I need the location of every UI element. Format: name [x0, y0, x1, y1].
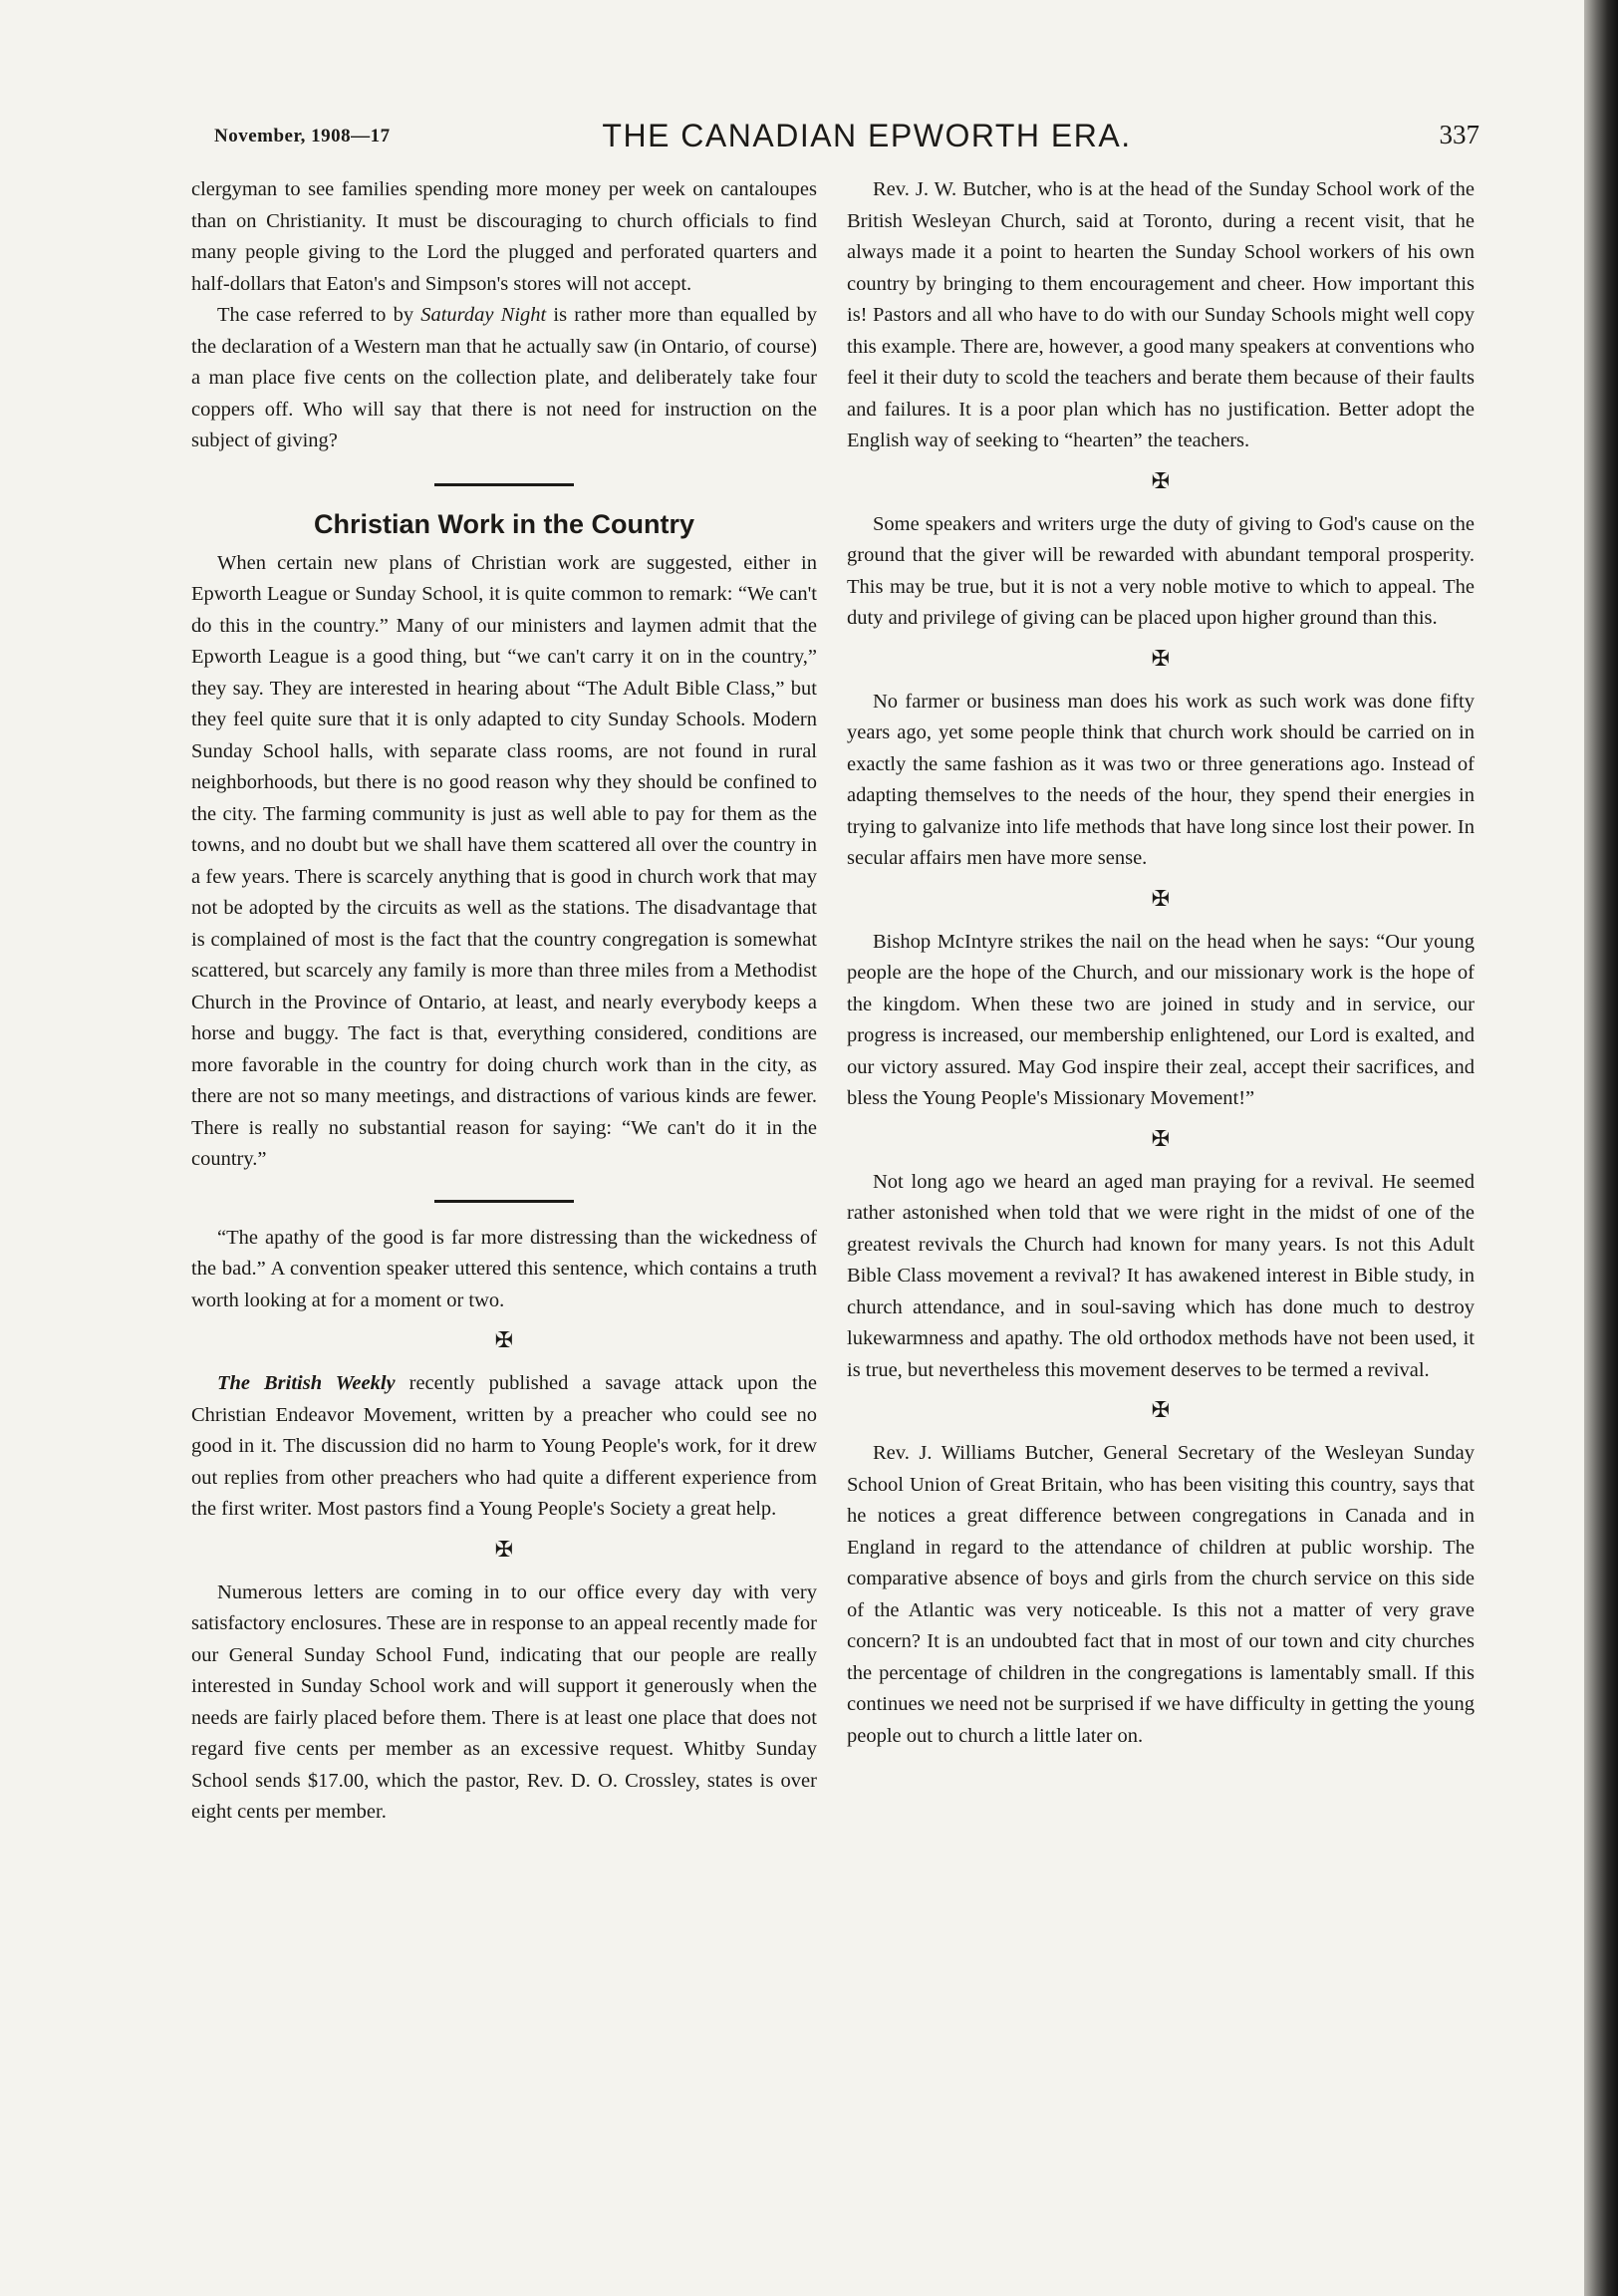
maltese-cross-icon: ✠ [1151, 1126, 1171, 1152]
left-paragraph-2-pre: The case referred to by [217, 304, 421, 326]
book-spine-shadow [1584, 0, 1618, 2296]
right-paragraph-3: No farmer or business man does his work as such work was done fifty years ago, yet some people think that church work should be carried on in exactly the same fashion as it was two or three generations ago. Instead of adapting themselves to the needs of the hour, they spend their energies in trying to galvanize into life methods that have long since lost their power. In secular affairs men have more sense. [847, 690, 1475, 869]
left-paragraph-2-post: is rather more than equalled by the declaration of a Western man that he actually saw (in Ontario, of course) a man place five cents on the collection plate, and deliberately take four coppers off. Who will say that there is not need for instruction on the subject of giving? [191, 304, 817, 451]
magazine-title: THE CANADIAN EPWORTH ERA. [602, 118, 1132, 153]
section-heading: Christian Work in the Country [313, 508, 695, 539]
right-paragraph-5: Not long ago we heard an aged man praying for a revival. He seemed rather astonished when told that we were right in the midst of one of the greatest revivals the Church had known for many years. Is not this Adult Bible Class movement a revival? It has awakened interest in Bible study, in church attendance, and in soul-saving which has done much to destroy lukewarmness and apathy. The old orthodox methods have not been used, it is true, but nevertheless this movement deserves to be termed a revival. [847, 1170, 1475, 1381]
right-column [847, 174, 1475, 1752]
right-paragraph-4: Bishop McIntyre strikes the nail on the head when he says: “Our young people are the hope of the Church, and our missionary work is the hope of the kingdom. When these two are joined in study and in service, our progress is increased, our membership enlightened, our Lord is exalted, and our victory assured. May God inspire their zeal, accept their sacrifices, and bless the Young People's Missionary Movement!” [847, 930, 1475, 1109]
maltese-cross-icon: ✠ [1151, 1398, 1171, 1423]
left-paragraph-5-post: recently published a savage attack upon the Christian Endeavor Movement, written by a preacher who could see no good in it. The discussion did no harm to Young People's work, for it drew out replies from other preachers who had quite a different experience from the first writer. Most pastors find a Young People's Society a great help. [191, 1372, 818, 1520]
section-divider [434, 483, 574, 486]
left-paragraph-2 [191, 300, 817, 457]
section-divider [434, 1200, 574, 1203]
issue-date: November, 1908—17 [214, 126, 391, 146]
left-column [191, 174, 817, 1829]
left-paragraph-6: Numerous letters are coming in to our office every day with very satisfactory enclosures. These are in response to an appeal recently made for our General Sunday School Fund, indicating that our people are really interested in Sunday School work and will support it generously when the needs are fairly placed before them. There is at least one place that does not regard five cents per member as an excessive request. Whitby Sunday School sends $17.00, which the pastor, Rev. D. O. Crossley, states is over eight cents per member. [191, 1580, 817, 1823]
right-paragraph-2: Some speakers and writers urge the duty of giving to God's cause on the ground that the giver will be rewarded with abundant temporal prosperity. This may be true, but it is not a very noble motive to which to appeal. The duty and privilege of giving can be placed upon higher ground than this. [847, 512, 1475, 629]
left-paragraph-5 [191, 1368, 817, 1526]
saturday-night-title: Saturday Night [420, 304, 547, 326]
left-paragraph-4: “The apathy of the good is far more distressing than the wickedness of the bad.” A convention speaker uttered this sentence, which contains a truth worth looking at for a moment or two. [191, 1226, 817, 1311]
right-paragraph-1: Rev. J. W. Butcher, who is at the head of the Sunday School work of the British Wesleyan Church, said at Toronto, during a recent visit, that he always made it a point to hearten the Sunday School workers of his own country by bringing to them encouragement and cheer. How important this is! Pastors and all who have to do with our Sunday Schools might well copy this example. There are, however, a good many speakers at conventions who feel it their duty to scold the teachers and berate them because of their faults and failures. It is a poor plan which has no justification. Better adopt the English way of seeking to “hearten” the teachers. [847, 178, 1475, 451]
british-weekly-title: The British Weekly [217, 1372, 396, 1394]
maltese-cross-icon: ✠ [494, 1328, 514, 1353]
maltese-cross-icon: ✠ [1151, 646, 1171, 672]
maltese-cross-icon: ✠ [1151, 886, 1171, 912]
left-paragraph-3: When certain new plans of Christian work are suggested, either in Epworth League or Sunday School, it is quite common to remark: “We can't do this in the country.” Many of our ministers and laymen admit that the Epworth League is a good thing, but “we can't carry it on in the country,” they say. They are interested in hearing about “The Adult Bible Class,” but they feel quite sure that it is only adapted to city Sunday Schools. Modern Sunday School halls, with separate class rooms, are not found in rural neighborhoods, but there is no good reason why they should be confined to the city. The farming community is just as well able to pay for them as the towns, and no doubt but we shall have them scattered all over the country in a few years. There is scarcely anything that is good in church work that may not be adopted by the circuits as well as the stations. The disadvantage that is complained of most is the fact that the country congregation is somewhat scattered, but scarcely any family is more than three miles from a Methodist Church in the Province of Ontario, at least, and nearly everybody keeps a horse and buggy. The fact is that, everything considered, conditions are more favorable in the country for doing church work than in the city, as there are not so many meetings, and distractions of various kinds are fewer. There is really no substantial reason for saying: “We can't do it in the country.” [191, 551, 817, 1170]
right-paragraph-6: Rev. J. Williams Butcher, General Secretary of the Wesleyan Sunday School Union of Great Britain, who has been visiting this country, says that he notices a great difference between congregations in Canada and in England in regard to the attendance of children at public worship. The comparative absence of boys and girls from the church service on this side of the Atlantic was very noticeable. Is this not a matter of very grave concern? It is an undoubted fact that in most of our town and city churches the percentage of children in the congregations is lamentably small. If this continues we need not be surprised if we have difficulty in getting the young people out to church a little later on. [847, 1442, 1475, 1747]
maltese-cross-icon: ✠ [1151, 468, 1171, 494]
page-number: 337 [1439, 120, 1480, 149]
maltese-cross-icon: ✠ [494, 1537, 514, 1563]
left-paragraph-1: clergyman to see families spending more money per week on cantaloupes than on Christianity. It must be discouraging to church officials to find many people giving to the Lord the plugged and perforated quarters and half-dollars that Eaton's and Simpson's stores will not accept. [191, 178, 817, 295]
running-header [214, 118, 1480, 167]
